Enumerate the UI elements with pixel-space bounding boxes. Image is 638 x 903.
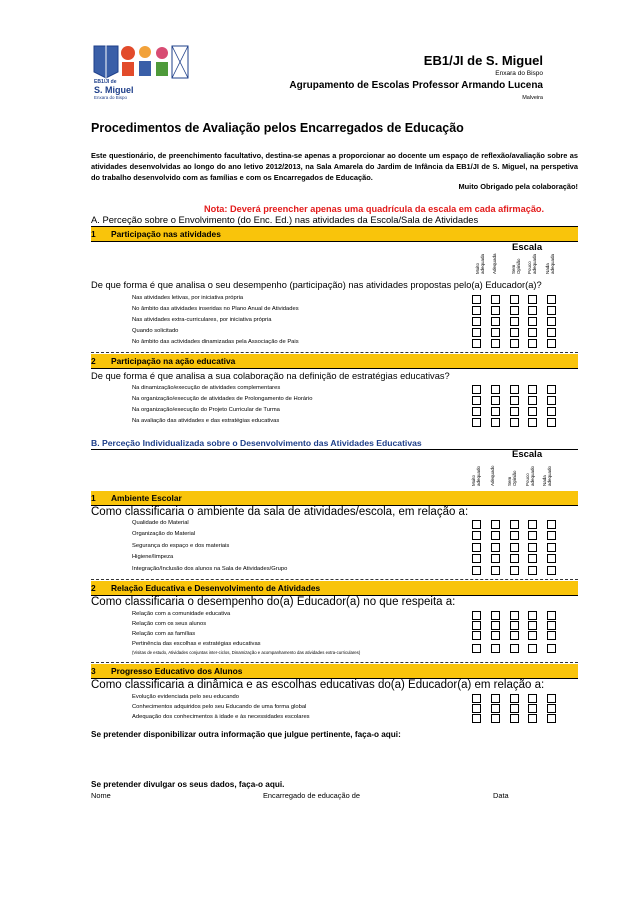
- rating-checkbox[interactable]: [472, 531, 481, 540]
- rating-item: Integração/Inclusão dos alunos na Sala de Atividades/Grupo: [132, 566, 288, 572]
- logo-line-2: S. Miguel: [94, 85, 134, 95]
- page-title: Procedimentos de Avaliação pelos Encarregados de Educação: [91, 121, 464, 135]
- rating-checkbox[interactable]: [472, 317, 481, 326]
- rating-checkbox[interactable]: [528, 418, 537, 427]
- rating-checkbox[interactable]: [528, 714, 537, 723]
- rating-checkbox[interactable]: [472, 554, 481, 563]
- rating-checkbox-row: [472, 306, 556, 315]
- scale-label: Nada adequado: [542, 465, 552, 486]
- rating-checkbox[interactable]: [510, 621, 519, 630]
- rating-checkbox[interactable]: [491, 554, 500, 563]
- rating-checkbox-row: [472, 520, 556, 529]
- intro-paragraph: Este questionário, de preenchimento facultativo, destina-se apenas a proporcionar ao docente um espaço de reflexão/avaliação sobre as atividades desenvolvidas ao longo do ano letivo 2012/2013, na Sala Amarela do Jardim de Infância da EB1/JI de S. Miguel, na perspetiva do trabalho desenvolvido com as famílias e com os Encarregados de Educação.: [91, 151, 578, 182]
- scale-label: Adequado: [490, 465, 495, 486]
- rating-checkbox[interactable]: [491, 714, 500, 723]
- rating-item: Relação com os seus alunos: [132, 621, 207, 627]
- rating-checkbox[interactable]: [547, 621, 556, 630]
- rating-checkbox[interactable]: [472, 295, 481, 304]
- rating-checkbox[interactable]: [472, 566, 481, 575]
- rating-checkbox[interactable]: [510, 566, 519, 575]
- rating-checkbox[interactable]: [472, 704, 481, 713]
- rating-item: Relação com as famílias: [132, 631, 196, 637]
- rating-checkbox[interactable]: [491, 328, 500, 337]
- section-b-q1-bar: [91, 491, 578, 506]
- rating-checkbox[interactable]: [528, 339, 537, 348]
- rating-checkbox[interactable]: [510, 644, 519, 653]
- rating-checkbox[interactable]: [510, 295, 519, 304]
- rating-checkbox[interactable]: [547, 407, 556, 416]
- logo-line-1: EB1/JI de: [94, 79, 117, 85]
- section-b-q2-bar: [91, 581, 578, 596]
- rating-checkbox-row: [472, 328, 556, 337]
- rating-checkbox[interactable]: [510, 714, 519, 723]
- rating-checkbox[interactable]: [491, 317, 500, 326]
- rating-checkbox[interactable]: [491, 295, 500, 304]
- rating-checkbox[interactable]: [491, 339, 500, 348]
- rating-checkbox[interactable]: [510, 554, 519, 563]
- rating-item: Na dinamização/execução de atividades complementares: [132, 385, 281, 391]
- rating-checkbox-row: [472, 543, 556, 552]
- rating-item: Organização do Material: [132, 531, 196, 537]
- rating-checkbox[interactable]: [547, 306, 556, 315]
- rating-checkbox[interactable]: [510, 520, 519, 529]
- scale-heading: Escala: [512, 449, 543, 460]
- rating-checkbox[interactable]: [491, 396, 500, 405]
- name-field-label: Nome: [91, 791, 111, 800]
- rating-checkbox[interactable]: [491, 306, 500, 315]
- rating-checkbox[interactable]: [528, 644, 537, 653]
- question-title: Participação nas atividades: [111, 229, 221, 239]
- rating-checkbox-row: [472, 531, 556, 540]
- divulgar-prompt: Se pretender divulgar os seus dados, faça-o aqui.: [91, 780, 285, 789]
- rating-checkbox[interactable]: [547, 694, 556, 703]
- rating-item: Pertinência das escolhas e estratégias educativas: [132, 641, 261, 647]
- rating-checkbox[interactable]: [491, 621, 500, 630]
- rating-checkbox[interactable]: [547, 339, 556, 348]
- rating-item: Quando solicitado: [132, 328, 179, 334]
- rating-checkbox[interactable]: [528, 520, 537, 529]
- rating-checkbox[interactable]: [510, 407, 519, 416]
- question-text: Como classificaria a dinâmica e as escolhas educativas do(a) Educador(a) em relação a:: [91, 679, 545, 691]
- scale-label: Sem Opinião: [511, 258, 521, 274]
- school-logo: [92, 42, 190, 102]
- scale-label: Muito adequado: [471, 465, 481, 486]
- rating-checkbox[interactable]: [547, 396, 556, 405]
- rating-checkbox[interactable]: [547, 611, 556, 620]
- rating-checkbox[interactable]: [510, 328, 519, 337]
- rating-checkbox-row: [472, 385, 556, 394]
- divider: [91, 579, 578, 580]
- rating-checkbox-row: [472, 295, 556, 304]
- rating-checkbox[interactable]: [528, 694, 537, 703]
- school-name: EB1/JI de S. Miguel: [423, 53, 543, 68]
- divider: [91, 352, 578, 353]
- rating-checkbox[interactable]: [528, 621, 537, 630]
- rating-checkbox[interactable]: [528, 543, 537, 552]
- rating-checkbox[interactable]: [528, 566, 537, 575]
- rating-checkbox[interactable]: [528, 407, 537, 416]
- thanks-text: Muito Obrigado pela colaboração!: [458, 182, 578, 191]
- rating-item: Na organização/execução de atividades de Prolongamento de Horário: [132, 396, 313, 402]
- rating-checkbox-row: [472, 407, 556, 416]
- rating-item: No âmbito das atividades inseridas no Plano Anual de Atividades: [132, 306, 299, 312]
- rating-checkbox[interactable]: [547, 714, 556, 723]
- extra-info-field[interactable]: [91, 744, 578, 774]
- question-number: 1: [91, 493, 96, 503]
- scale-heading: Escala: [512, 242, 543, 253]
- rating-checkbox[interactable]: [547, 631, 556, 640]
- rating-item: Relação com a comunidade educativa: [132, 611, 231, 617]
- rating-checkbox[interactable]: [528, 631, 537, 640]
- rating-checkbox[interactable]: [472, 306, 481, 315]
- rating-checkbox[interactable]: [547, 520, 556, 529]
- rating-checkbox[interactable]: [547, 295, 556, 304]
- rating-checkbox[interactable]: [491, 543, 500, 552]
- rating-checkbox[interactable]: [528, 385, 537, 394]
- rating-item: Na organização/execução do Projeto Curricular de Turma: [132, 407, 280, 413]
- rating-checkbox[interactable]: [472, 396, 481, 405]
- rating-checkbox[interactable]: [472, 621, 481, 630]
- rating-item-note: (Visitas de estudo, Atividades conjuntas inter-ciclos, Dinamização e acompanhamento das atividades extra-curriculares): [132, 650, 361, 655]
- question-number: 2: [91, 356, 96, 366]
- question-text: De que forma é que analisa a sua colaboração na definição de estratégias educativas?: [91, 371, 450, 381]
- rating-checkbox[interactable]: [472, 694, 481, 703]
- rating-checkbox[interactable]: [491, 704, 500, 713]
- rating-item: Nas atividades letivas, por iniciativa própria: [132, 295, 244, 301]
- rating-checkbox[interactable]: [472, 385, 481, 394]
- rating-checkbox-row: [472, 704, 556, 713]
- rating-checkbox[interactable]: [510, 631, 519, 640]
- rating-item: Higiene/limpeza: [132, 554, 174, 560]
- rating-checkbox-row: [472, 396, 556, 405]
- rating-checkbox[interactable]: [510, 694, 519, 703]
- rating-checkbox[interactable]: [547, 566, 556, 575]
- rating-checkbox-row: [472, 631, 556, 640]
- question-text: Como classificaria o desempenho do(a) Educador(a) no que respeita a:: [91, 596, 456, 608]
- rating-checkbox[interactable]: [528, 396, 537, 405]
- rating-item: Qualidade do Material: [132, 520, 189, 526]
- rating-checkbox-row: [472, 714, 556, 723]
- rating-checkbox[interactable]: [472, 418, 481, 427]
- rating-checkbox[interactable]: [491, 418, 500, 427]
- question-title: Progresso Educativo dos Alunos: [111, 666, 243, 676]
- rating-checkbox[interactable]: [528, 306, 537, 315]
- agrupamento-name: Agrupamento de Escolas Professor Armando Lucena: [289, 80, 543, 91]
- rating-checkbox[interactable]: [547, 328, 556, 337]
- scale-label: Adequada: [492, 253, 497, 274]
- rating-checkbox[interactable]: [510, 306, 519, 315]
- rating-checkbox[interactable]: [472, 714, 481, 723]
- rating-checkbox[interactable]: [510, 396, 519, 405]
- rating-checkbox[interactable]: [491, 644, 500, 653]
- rating-item: Segurança do espaço e dos materiais: [132, 543, 230, 549]
- question-text: De que forma é que analisa o seu desempenho (participação) nas atividades propostas pelo(a) Educador(a)?: [91, 280, 542, 290]
- rating-checkbox[interactable]: [547, 644, 556, 653]
- rating-checkbox[interactable]: [472, 543, 481, 552]
- question-text: Como classificaria o ambiente da sala de atividades/escola, em relação a:: [91, 506, 469, 518]
- rating-checkbox[interactable]: [491, 566, 500, 575]
- rating-checkbox[interactable]: [491, 531, 500, 540]
- rating-checkbox-row: [472, 317, 556, 326]
- rating-checkbox[interactable]: [472, 339, 481, 348]
- rating-checkbox[interactable]: [491, 407, 500, 416]
- rating-checkbox[interactable]: [547, 531, 556, 540]
- rating-checkbox-row: [472, 418, 556, 427]
- rating-checkbox-row: [472, 621, 556, 630]
- rating-checkbox[interactable]: [547, 543, 556, 552]
- rating-checkbox-row: [472, 566, 556, 575]
- rating-checkbox[interactable]: [547, 554, 556, 563]
- rating-checkbox[interactable]: [528, 554, 537, 563]
- guardian-field-label: Encarregado de educação de: [263, 791, 360, 800]
- section-a-q2-bar: [91, 354, 578, 369]
- question-number: 3: [91, 666, 96, 676]
- instruction-note: Nota: Deverá preencher apenas uma quadrícula da escala em cada afirmação.: [204, 204, 545, 214]
- rating-checkbox-row: [472, 554, 556, 563]
- scale-label: Pouco adequado: [525, 465, 535, 486]
- rating-item: Evolução evidenciada pelo seu educando: [132, 694, 240, 700]
- question-title: Participação na ação educativa: [111, 356, 236, 366]
- rating-checkbox[interactable]: [528, 295, 537, 304]
- section-b-q3-bar: [91, 664, 578, 679]
- rating-checkbox[interactable]: [528, 317, 537, 326]
- rating-checkbox[interactable]: [510, 418, 519, 427]
- rating-checkbox[interactable]: [491, 385, 500, 394]
- scale-label: Nada adequada: [545, 253, 555, 274]
- section-a-q1-bar: [91, 227, 578, 242]
- rating-checkbox[interactable]: [528, 328, 537, 337]
- rating-checkbox[interactable]: [510, 611, 519, 620]
- rating-checkbox[interactable]: [510, 339, 519, 348]
- rating-checkbox-row: [472, 611, 556, 620]
- rating-item: Adequação dos conhecimentos à idade e às necessidades escolares: [132, 714, 310, 720]
- rating-checkbox[interactable]: [528, 704, 537, 713]
- rating-checkbox[interactable]: [491, 631, 500, 640]
- rating-checkbox[interactable]: [510, 317, 519, 326]
- rating-checkbox[interactable]: [510, 531, 519, 540]
- section-b-title: B. Perceção Individualizada sobre o Desenvolvimento das Atividades Educativas: [91, 437, 578, 450]
- rating-checkbox[interactable]: [491, 694, 500, 703]
- date-field-label: Data: [493, 791, 509, 800]
- rating-checkbox[interactable]: [547, 317, 556, 326]
- logo-line-3: Enxara do Bispo: [94, 95, 128, 100]
- scale-label: Sem Opinião: [507, 470, 517, 486]
- rating-checkbox[interactable]: [528, 531, 537, 540]
- rating-checkbox[interactable]: [472, 407, 481, 416]
- rating-checkbox[interactable]: [510, 385, 519, 394]
- rating-checkbox[interactable]: [547, 704, 556, 713]
- rating-checkbox[interactable]: [491, 611, 500, 620]
- extra-info-prompt: Se pretender disponibilizar outra informação que julgue pertinente, faça-o aqui:: [91, 730, 401, 739]
- divider: [91, 662, 578, 663]
- rating-checkbox[interactable]: [510, 543, 519, 552]
- rating-checkbox[interactable]: [547, 418, 556, 427]
- rating-item: Na avaliação das atividades e das estratégias educativas: [132, 418, 280, 424]
- rating-item: Conhecimentos adquiridos pelo seu Educando de uma forma global: [132, 704, 307, 710]
- scale-label: Pouco adequada: [527, 253, 537, 274]
- rating-checkbox[interactable]: [510, 704, 519, 713]
- rating-item: No âmbito das actividades dinamizadas pela Associação de Pais: [132, 339, 299, 345]
- rating-checkbox[interactable]: [472, 328, 481, 337]
- rating-checkbox-row: [472, 644, 556, 653]
- question-title: Ambiente Escolar: [111, 493, 182, 503]
- rating-checkbox[interactable]: [472, 611, 481, 620]
- question-number: 1: [91, 229, 96, 239]
- rating-item: Nas atividades extra-curriculares, por iniciativa própria: [132, 317, 272, 323]
- rating-checkbox-row: [472, 339, 556, 348]
- scale-label: Muito adequada: [475, 253, 485, 274]
- rating-checkbox-row: [472, 694, 556, 703]
- question-number: 2: [91, 583, 96, 593]
- rating-checkbox[interactable]: [491, 520, 500, 529]
- agrupamento-location: Malveira: [522, 95, 543, 101]
- rating-checkbox[interactable]: [528, 611, 537, 620]
- rating-checkbox[interactable]: [547, 385, 556, 394]
- school-location: Enxara do Bispo: [495, 70, 543, 77]
- question-title: Relação Educativa e Desenvolvimento de Atividades: [111, 583, 321, 593]
- section-a-title: A. Perceção sobre o Envolvimento (do Enc. Ed.) nas atividades da Escola/Sala de Atividades: [91, 213, 578, 227]
- rating-checkbox[interactable]: [472, 520, 481, 529]
- rating-checkbox[interactable]: [472, 631, 481, 640]
- rating-checkbox[interactable]: [472, 644, 481, 653]
